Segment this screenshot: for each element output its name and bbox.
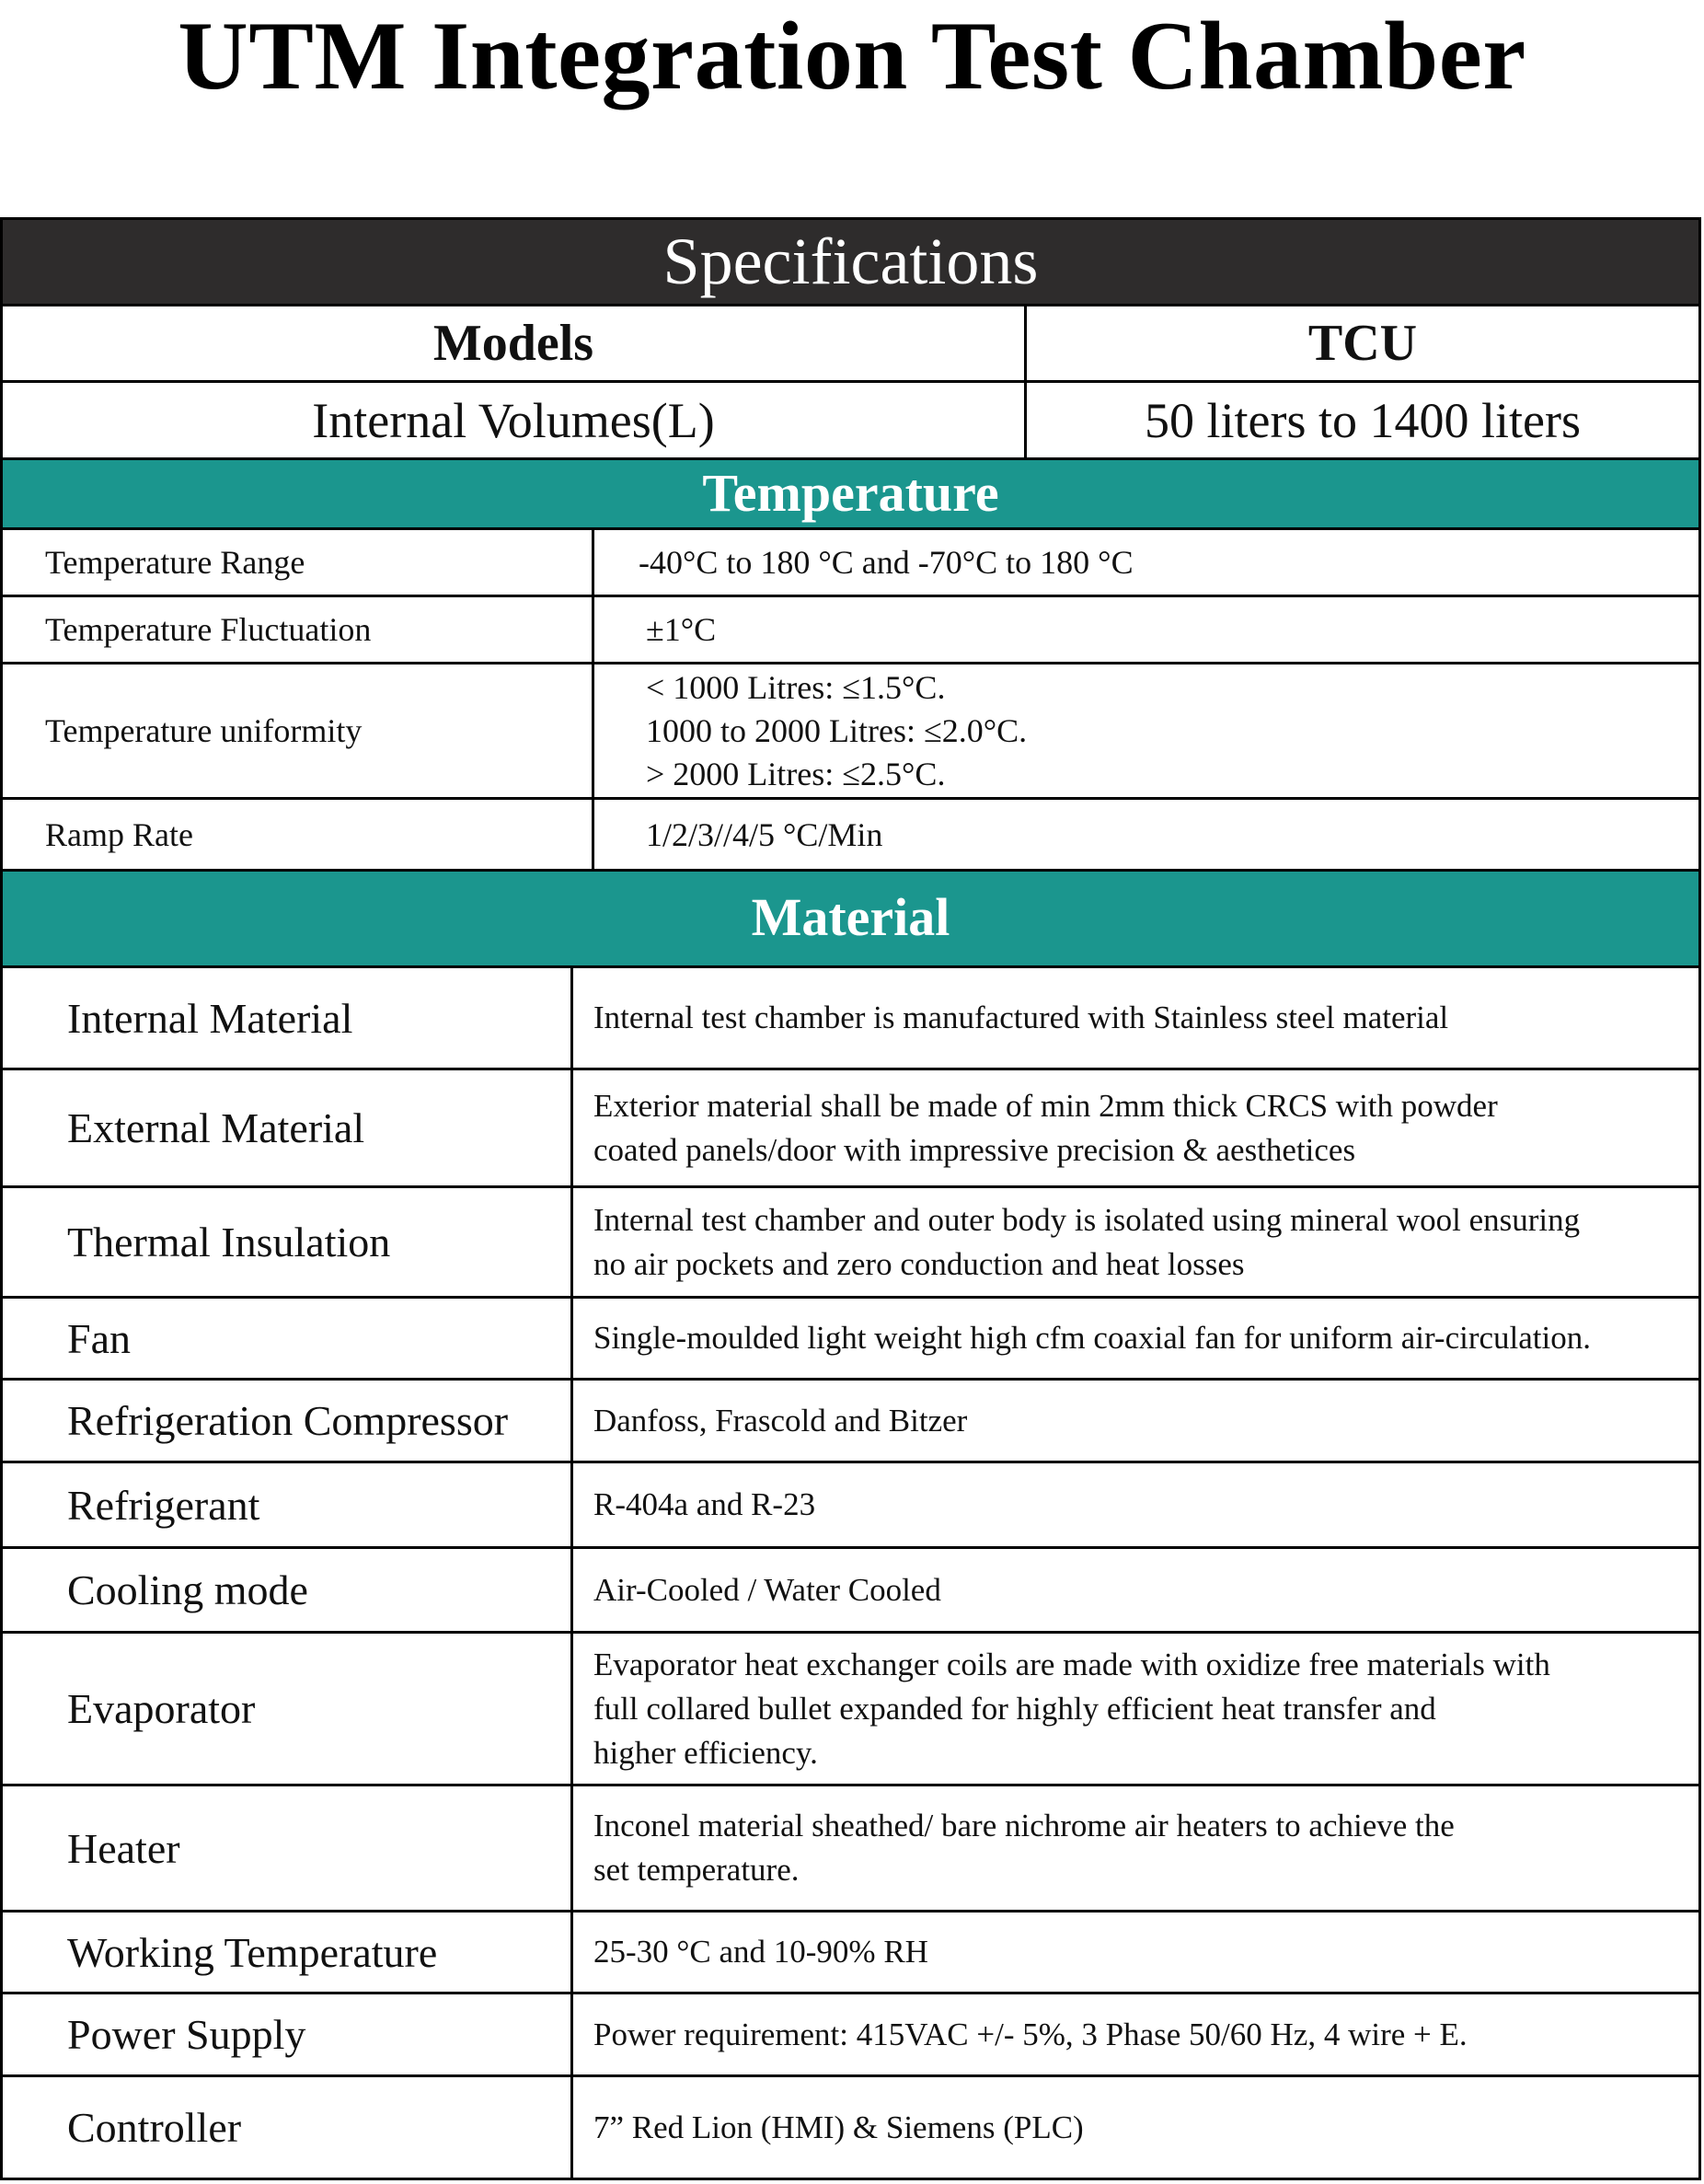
material-value: [570, 1381, 1698, 1461]
material-row: [3, 1461, 1698, 1546]
material-value: [570, 1634, 1698, 1784]
spec-table: [0, 217, 1701, 2180]
material-label: Cooling mode: [67, 1566, 308, 1613]
temperature-value: -40°C to 180 °C and -70°C to 180 °C: [592, 530, 1698, 595]
material-value: [570, 2077, 1698, 2178]
material-label: Thermal Insulation: [67, 1219, 391, 1265]
value-line: < 1000 Litres: ≤1.5°C.: [646, 668, 946, 706]
temperature-label: Temperature Fluctuation: [45, 611, 372, 648]
material-label: Working Temperature: [67, 1928, 438, 1976]
material-label: Internal Material: [67, 994, 353, 1042]
temperature-value: ±1°C: [592, 597, 1698, 662]
value-line: Exterior material shall be made of min 2mm thick CRCS with powder: [593, 1087, 1498, 1124]
material-value: [570, 1994, 1698, 2074]
internal-volume-row: [3, 380, 1698, 457]
value-line: Single-moulded light weight high cfm coaxial fan for uniform air-circulation.: [593, 1320, 1591, 1356]
material-label: Fan: [67, 1314, 131, 1362]
material-row: [3, 1185, 1698, 1296]
temperature-label: Temperature Range: [45, 544, 305, 581]
material-label: Heater: [67, 1824, 180, 1872]
internal-volume-value: 50 liters to 1400 liters: [1024, 383, 1698, 457]
material-row: [3, 965, 1698, 1068]
material-value: [570, 1070, 1698, 1185]
temperature-heading: Temperature: [3, 457, 1698, 527]
material-label: External Material: [67, 1104, 365, 1151]
temperature-row: [3, 662, 1698, 797]
temperature-label: Temperature uniformity: [45, 712, 363, 749]
page-title: UTM Integration Test Chamber: [178, 2, 1526, 110]
material-row: [3, 1546, 1698, 1631]
material-value: [570, 1786, 1698, 1910]
value-line: full collared bullet expanded for highly efficient heat transfer and: [593, 1690, 1436, 1727]
value-line: Air-Cooled / Water Cooled: [593, 1571, 941, 1608]
material-value: [570, 968, 1698, 1068]
temperature-row: [3, 527, 1698, 595]
value-line: Power requirement: 415VAC +/- 5%, 3 Phase 50/60 Hz, 4 wire + E.: [593, 2016, 1468, 2052]
value-line: R-404a and R-23: [593, 1486, 816, 1522]
material-row: [3, 1631, 1698, 1784]
material-label: Power Supply: [67, 2011, 306, 2058]
material-row: [3, 1784, 1698, 1910]
material-row: [3, 1068, 1698, 1185]
temperature-label: Ramp Rate: [45, 815, 193, 853]
internal-volume-label: Internal Volumes(L): [312, 392, 715, 448]
value-line: coated panels/door with impressive precision & aesthetices: [593, 1131, 1356, 1168]
material-value: [570, 1188, 1698, 1296]
material-heading: Material: [3, 869, 1698, 965]
material-row: [3, 1910, 1698, 1992]
models-row: [3, 304, 1698, 380]
value-line: Inconel material sheathed/ bare nichrome air heaters to achieve the: [593, 1808, 1455, 1843]
value-line: > 2000 Litres: ≤2.5°C.: [646, 755, 946, 792]
value-line: 7” Red Lion (HMI) & Siemens (PLC): [593, 2109, 1084, 2145]
material-label: Controller: [67, 2104, 242, 2151]
material-label: Refrigerant: [67, 1481, 260, 1529]
temperature-value: [592, 664, 1698, 797]
temperature-value: 1/2/3//4/5 °C/Min: [592, 800, 1698, 869]
material-value: [570, 1463, 1698, 1546]
temperature-row: [3, 797, 1698, 869]
material-value: [570, 1549, 1698, 1631]
value-line: Internal test chamber is manufactured with Stainless steel material: [593, 1000, 1449, 1035]
value-line: Internal test chamber and outer body is isolated using mineral wool ensuring: [593, 1201, 1581, 1238]
models-label: Models: [432, 315, 594, 372]
models-value: TCU: [1024, 306, 1698, 380]
material-value: [570, 1912, 1698, 1992]
specifications-heading: Specifications: [3, 217, 1698, 304]
value-line: set temperature.: [593, 1852, 800, 1888]
material-row: [3, 1296, 1698, 1378]
material-row: [3, 1992, 1698, 2074]
material-value: [570, 1299, 1698, 1378]
value-line: Danfoss, Frascold and Bitzer: [593, 1402, 968, 1439]
material-row: [3, 1378, 1698, 1461]
value-line: 25-30 °C and 10-90% RH: [593, 1934, 928, 1970]
value-line: Evaporator heat exchanger coils are made with oxidize free materials with: [593, 1646, 1550, 1682]
material-row: [3, 2074, 1698, 2180]
material-label: Refrigeration Compressor: [67, 1397, 509, 1444]
material-label: Evaporator: [67, 1685, 256, 1732]
value-line: higher efficiency.: [593, 1734, 818, 1771]
value-line: 1000 to 2000 Litres: ≤2.0°C.: [646, 711, 1028, 749]
value-line: no air pockets and zero conduction and heat losses: [593, 1245, 1245, 1282]
temperature-row: [3, 595, 1698, 662]
